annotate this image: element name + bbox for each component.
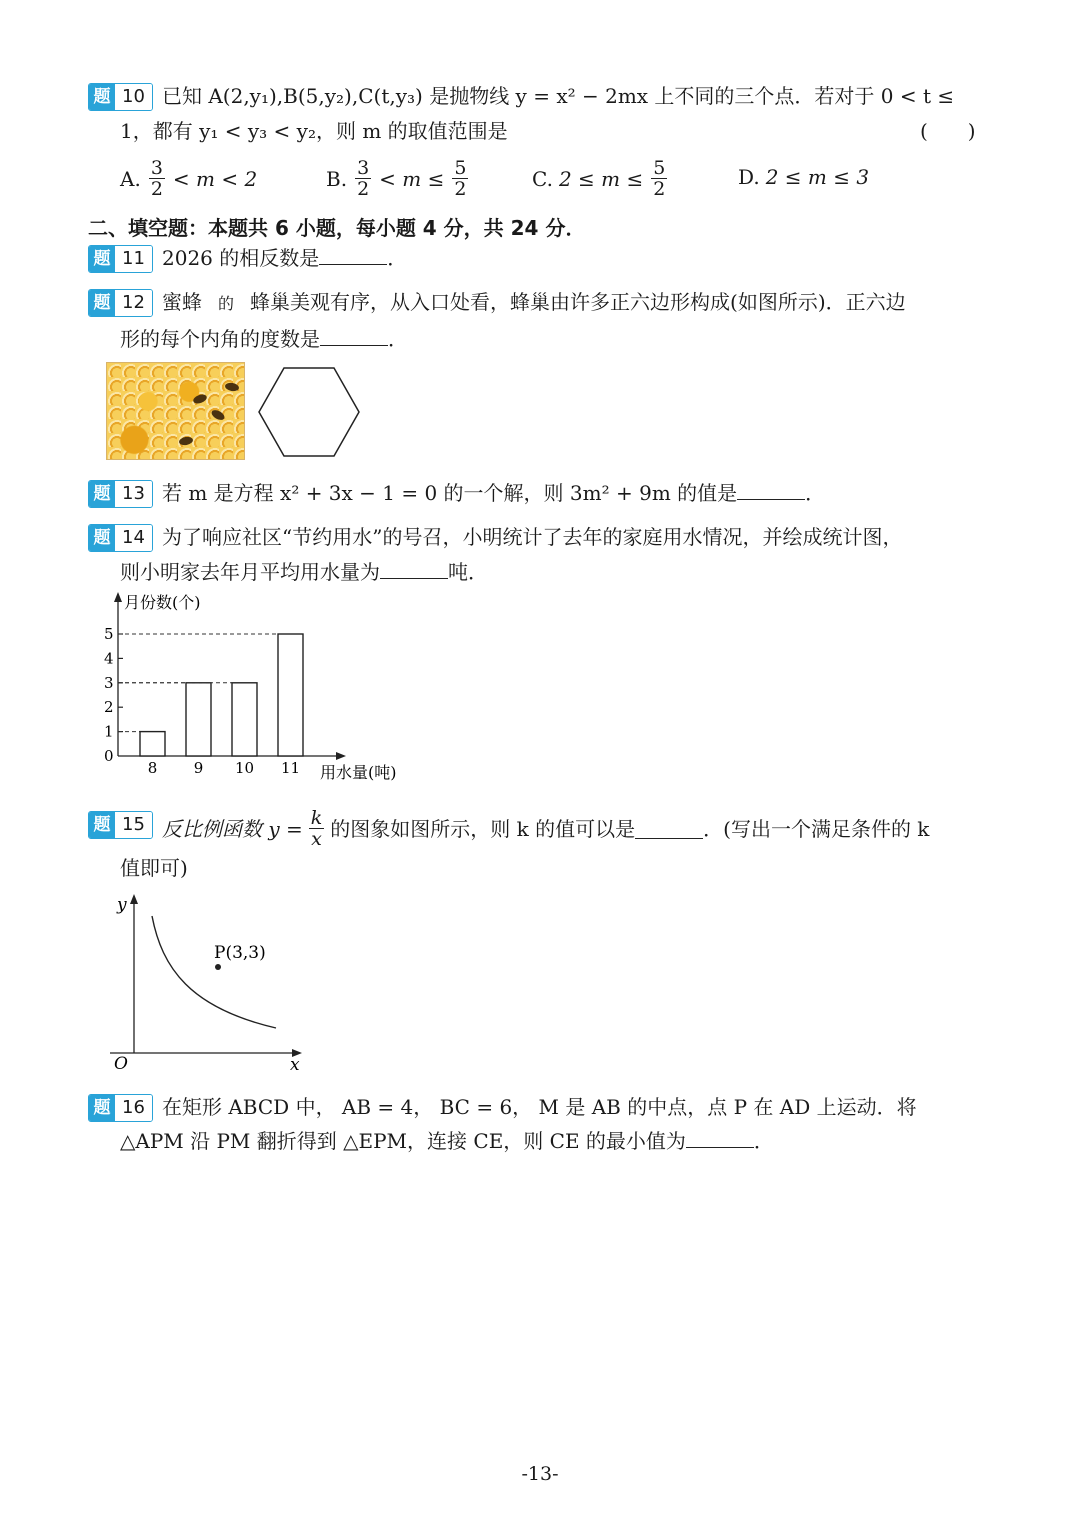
x-axis-arrow [336,752,346,760]
origin-label: O [114,1054,128,1073]
inverse-function-graph [100,888,320,1073]
badge-number: 13 [115,481,152,507]
badge-number: 12 [115,290,152,316]
fraction: $\frac{k}{x}$ [310,807,323,850]
q12-line1: 蜜蜂 的 蜂巢美观有序，从入口处看，蜂巢由许多正六边形构成(如图所示)．正六边 [162,290,906,314]
badge-tag: 题 [89,1095,115,1121]
x-tick-label: 8 [147,759,158,777]
question-badge-13 [88,480,153,508]
q10-choice-c [532,158,669,199]
y-axis-label: 月份数(个) [124,593,201,612]
choice-text: < m < 2 [172,166,258,191]
q14-line2: 则小明家去年月平均用水量为 吨． [120,560,488,584]
q13-text: 若 m 是方程 x² + 3x − 1 = 0 的一个解，则 3m² + 9m 的值是 ． [162,481,826,505]
question-badge-12 [88,289,153,317]
bar-8 [140,732,165,756]
question-badge-11 [88,245,153,273]
fraction: $\frac{3}{2}$ [357,157,370,200]
section-heading: 二、填空题：本题共 6 小题，每小题 4 分，共 24 分． [88,216,586,240]
choice-label: A. [120,166,141,191]
choice-label: C. [532,166,553,191]
answer-blank[interactable] [737,479,805,500]
answer-blank[interactable] [320,325,388,346]
water-usage-bar-chart [90,588,430,788]
badge-tag: 题 [89,481,115,507]
x-tick-label: 11 [280,759,301,777]
q10-choice-b [326,158,470,199]
q10-choice-d [738,163,869,191]
answer-blank[interactable] [319,244,387,265]
badge-number: 14 [115,525,152,551]
badge-tag: 题 [89,84,115,110]
question-badge-14 [88,524,153,552]
q11-text: 2026 的相反数是 ． [162,246,408,270]
x-tick-label: 9 [193,759,204,777]
honeycomb-photo [106,362,245,460]
y-axis-arrow [114,592,122,602]
badge-number: 16 [115,1095,152,1121]
point-label: P(3,3) [214,943,266,963]
y-tick-label: 5 [104,625,114,643]
y-tick-label: 0 [104,747,114,765]
y-axis-label: y [117,895,127,915]
q10-line1: 已知 A(2,y₁),B(5,y₂),C(t,y₃) 是抛物线 y = x² − 2mx 上不同的三个点．若对于 0 < t ≤ [162,84,955,108]
choice-label: B. [326,166,348,191]
badge-tag: 题 [89,812,115,838]
point-p [215,964,221,970]
badge-tag: 题 [89,246,115,272]
q16-line1: 在矩形 ABCD 中， AB = 4， BC = 6， M 是 AB 的中点，点 P 在 AD 上运动．将 [162,1095,917,1119]
fraction: $\frac{5}{2}$ [653,157,666,200]
q10-answer-paren: ( ) [920,119,976,143]
bar-10 [232,683,257,756]
badge-tag: 题 [89,525,115,551]
y-tick-label: 3 [104,673,114,692]
q15-line1: 反比例函数 y = $\frac{k}{x}$ 的图象如图所示，则 k 的值可以是 ．(写出一个满足条件的 k [162,807,930,850]
badge-number: 10 [115,84,152,110]
y-axis-arrow [130,894,138,904]
question-badge-10 [88,83,153,111]
x-tick-label: 10 [234,759,255,777]
q15-line2: 值即可) [120,856,188,880]
fraction: $\frac{3}{2}$ [150,157,163,200]
q12-line2: 形的每个内角的度数是 ． [120,327,408,351]
q16-line2: △APM 沿 PM 翻折得到 △EPM，连接 CE，则 CE 的最小值为 ． [120,1129,774,1153]
question-badge-15 [88,811,153,839]
bar-11 [278,634,303,756]
q10-line2: 1，都有 y₁ < y₃ < y₂，则 m 的取值范围是 [120,119,508,143]
answer-blank[interactable] [380,558,448,579]
y-tick-label: 4 [104,649,114,668]
x-axis-label: 用水量(吨) [320,763,397,782]
fraction: $\frac{5}{2}$ [454,157,467,200]
question-badge-16 [88,1094,153,1122]
answer-blank[interactable] [686,1127,754,1148]
badge-number: 11 [115,246,152,272]
answer-blank[interactable] [635,818,703,839]
y-tick-label: 1 [104,722,114,741]
bar-9 [186,683,211,756]
q10-choice-a [120,158,257,199]
choice-text: < m ≤ [379,166,445,191]
x-axis-label: x [290,1055,300,1073]
choice-label: D. [738,165,760,189]
badge-tag: 题 [89,290,115,316]
y-tick-label: 2 [104,698,114,717]
hexagon-figure [256,366,362,458]
choice-text: 2 ≤ m ≤ 3 [765,165,870,189]
badge-number: 15 [115,812,152,838]
choice-text: 2 ≤ m ≤ [558,166,644,191]
hyperbola-curve [152,916,276,1028]
q14-line1: 为了响应社区“节约用水”的号召，小明统计了去年的家庭用水情况，并绘成统计图， [162,525,903,549]
page-number: -13- [521,1463,559,1485]
